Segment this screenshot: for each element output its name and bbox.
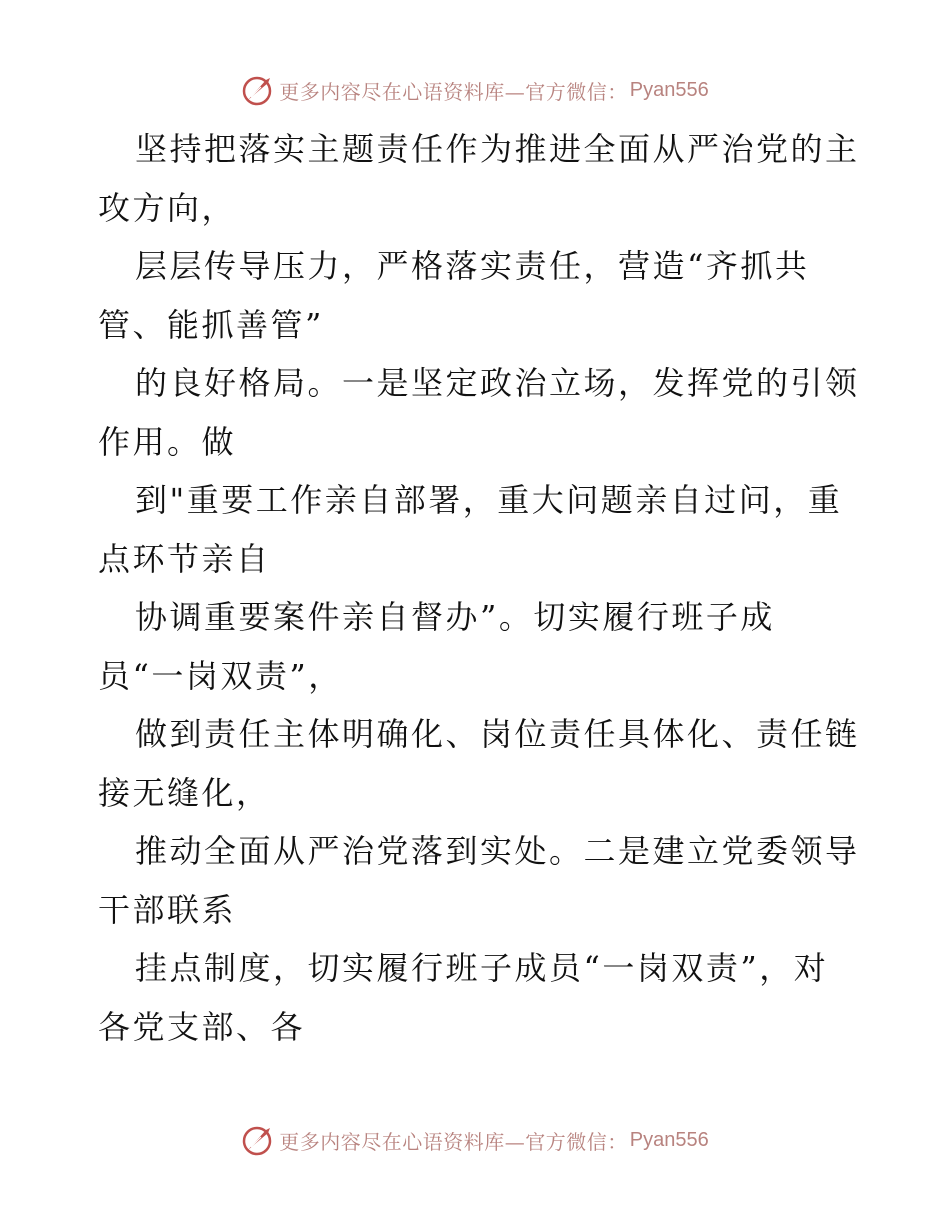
- text-line: 挂点制度，切实履行班子成员“一岗双责”，对: [135, 949, 829, 987]
- paragraph: [98, 588, 858, 705]
- paragraph: [98, 822, 858, 939]
- watermark-contact: Pyan556: [629, 78, 709, 101]
- quill-logo-icon: [241, 1123, 275, 1157]
- text-line: 各党支部、各: [98, 1007, 306, 1046]
- text-line: 点环节亲自: [98, 539, 271, 578]
- paragraph: [98, 120, 858, 237]
- watermark-text: 更多内容尽在心语资料库—官方微信：: [279, 79, 628, 104]
- paragraph: [98, 237, 858, 354]
- text-line: 的良好格局。一是坚定政治立场，发挥党的引领: [135, 364, 860, 402]
- paragraph: [98, 471, 858, 588]
- text-line: 管、能抓善管”: [98, 305, 324, 344]
- footer-watermark: [0, 1120, 950, 1160]
- text-line: 干部联系: [98, 890, 237, 929]
- text-line: 协调重要案件亲自督办”。切实履行班子成: [135, 598, 775, 636]
- header-watermark: [0, 70, 950, 110]
- watermark-contact: Pyan556: [629, 1128, 709, 1151]
- text-line: 坚持把落实主题责任作为推进全面从严治党的主: [135, 130, 860, 168]
- text-line: 接无缝化，: [98, 773, 271, 812]
- text-line: 推动全面从严治党落到实处。二是建立党委领导: [135, 832, 860, 870]
- text-line: 员“一岗双责”，: [98, 656, 343, 695]
- document-body: [98, 120, 858, 1056]
- text-line: 做到责任主体明确化、岗位责任具体化、责任链: [135, 715, 860, 753]
- text-line: 攻方向，: [98, 188, 237, 227]
- paragraph: [98, 705, 858, 822]
- text-line: 到"重要工作亲自部署，重大问题亲自过问，重: [135, 481, 843, 519]
- watermark-text: 更多内容尽在心语资料库—官方微信：: [279, 1129, 628, 1154]
- paragraph: [98, 939, 858, 1056]
- text-line: 作用。做: [98, 422, 237, 461]
- paragraph: [98, 354, 858, 471]
- text-line: 层层传导压力，严格落实责任，营造“齐抓共: [135, 247, 810, 285]
- quill-logo-icon: [241, 73, 275, 107]
